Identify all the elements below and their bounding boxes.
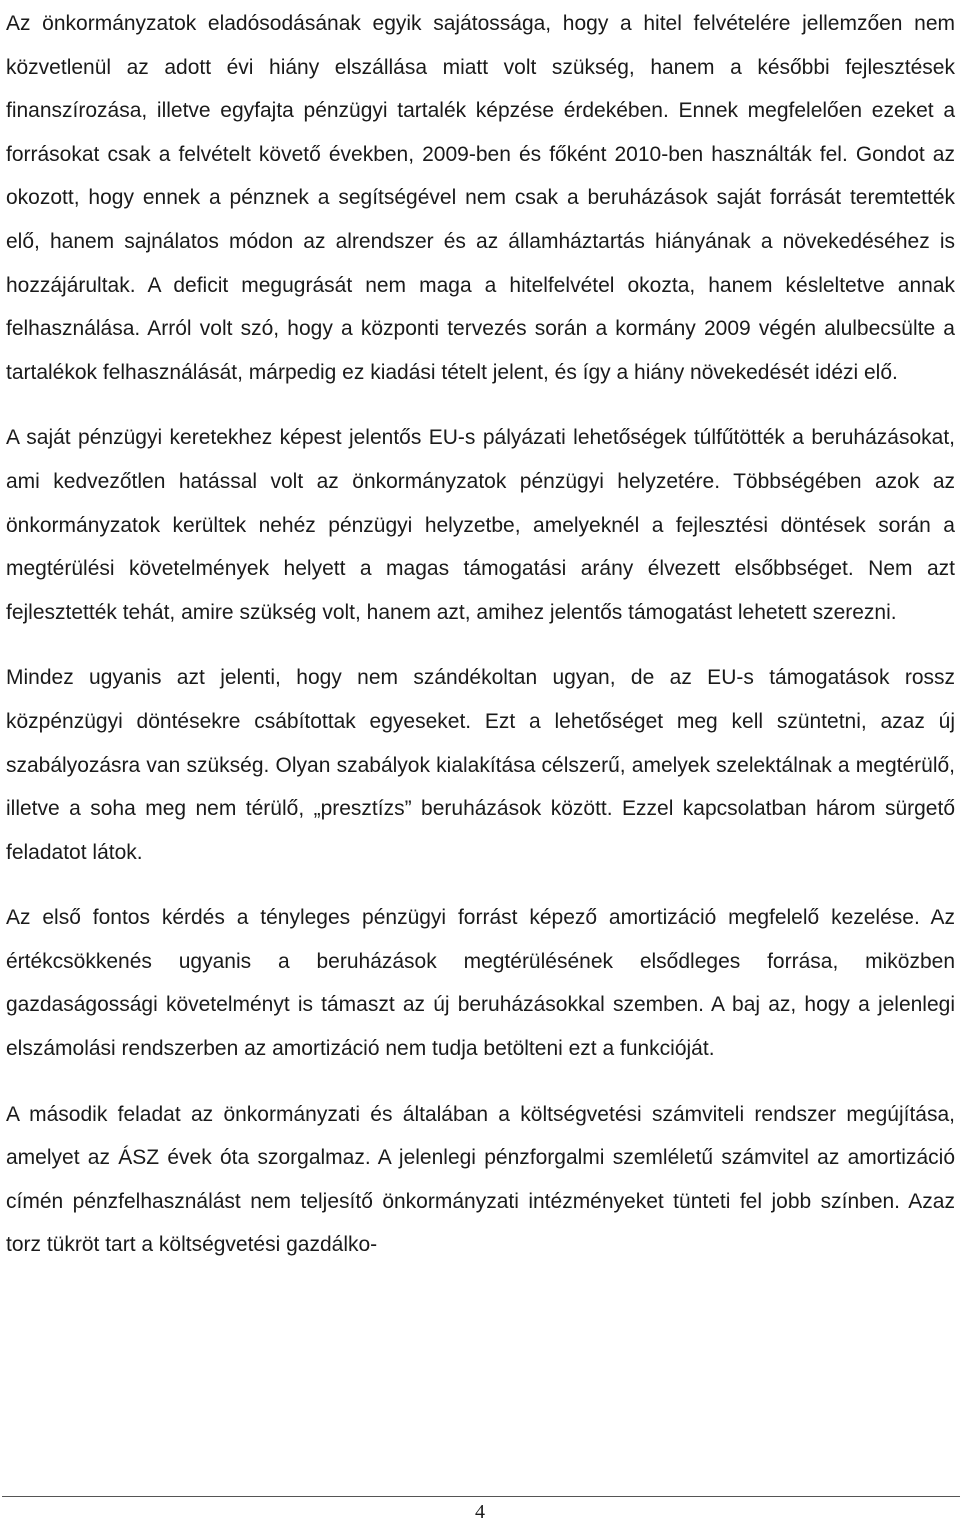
body-text: [6, 2, 955, 1289]
footer-divider: [2, 1496, 960, 1497]
paragraph-2: A saját pénzügyi keretekhez képest jelentős EU-s pályázati lehetőségek túlfűtötték a beruházásokat, ami kedvezőtlen hatással volt az önkormányzatok pénzügyi helyzetére. Többségében azok az önkormányzatok kerültek nehéz pénzügyi helyzetbe, amelyeknél a fejlesztési döntések során a megtérülési követelmények helyett a magas támogatási arány élvezett elsőbbséget. Nem azt fejlesztették tehát, amire szükség volt, hanem azt, amihez jelentős támogatást lehetett szerezni.: [6, 426, 955, 624]
paragraph-3: Mindez ugyanis azt jelenti, hogy nem szándékoltan ugyan, de az EU-s támogatások rossz közpénzügyi döntésekre csábítottak egyeseket. Ezt a lehetőséget meg kell szüntetni, azaz új szabályozásra van szükség. Olyan szabályok kialakítása célszerű, amelyek szelektálnak a megtérülő, illetve a soha meg nem térülő, „presztízs” beruházások között. Ezzel kapcsolatban három sürgető feladatot látok.: [6, 666, 955, 864]
paragraph-5: A második feladat az önkormányzati és általában a költségvetési számviteli rendszer megújítása, amelyet az ÁSZ évek óta szorgalmaz. A jelenlegi pénzforgalmi szemléletű számvitel az amortizáció címén pénzfelhasználást nem teljesítő önkormányzati intézményeket tünteti fel jobb színben. Azaz torz tükröt tart a költségvetési gazdálko-: [6, 1102, 955, 1257]
paragraph-1: Az önkormányzatok eladósodásának egyik sajátossága, hogy a hitel felvételére jellemzően nem közvetlenül az adott évi hiány elszállása miatt volt szükség, hanem a későbbi fejlesztések finanszírozása, illetve egyfajta pénzügyi tartalék képzése érdekében. Ennek megfelelően ezeket a forrásokat csak a felvételt követő években, 2009-ben és főként 2010-ben használták fel. Gondot az okozott, hogy ennek a pénznek a segítségével nem csak a beruházások saját forrását teremtették elő, hanem sajnálatos módon az alrendszer és az államháztartás hiányának a növekedéséhez is hozzájárultak. A deficit megugrását nem maga a hitelfelvétel okozta, hanem késleltetve annak felhasználása. Arról volt szó, hogy a központi tervezés során a kormány 2009 végén alulbecsülte a tartalékok felhasználását, márpedig ez kiadási tételt jelent, és így a hiány növekedését idézi elő.: [6, 12, 955, 384]
paragraph-4: Az első fontos kérdés a tényleges pénzügyi forrást képező amortizáció megfelelő kezelése. Az értékcsökkenés ugyanis a beruházások megtérülésének elsődleges forrása, miközben gazdaságossági követelményt is támaszt az új beruházásokkal szemben. A baj az, hogy a jelenlegi elszámolási rendszerben az amortizáció nem tudja betölteni ezt a funkcióját.: [6, 906, 955, 1061]
page-number: 4: [475, 1501, 485, 1523]
